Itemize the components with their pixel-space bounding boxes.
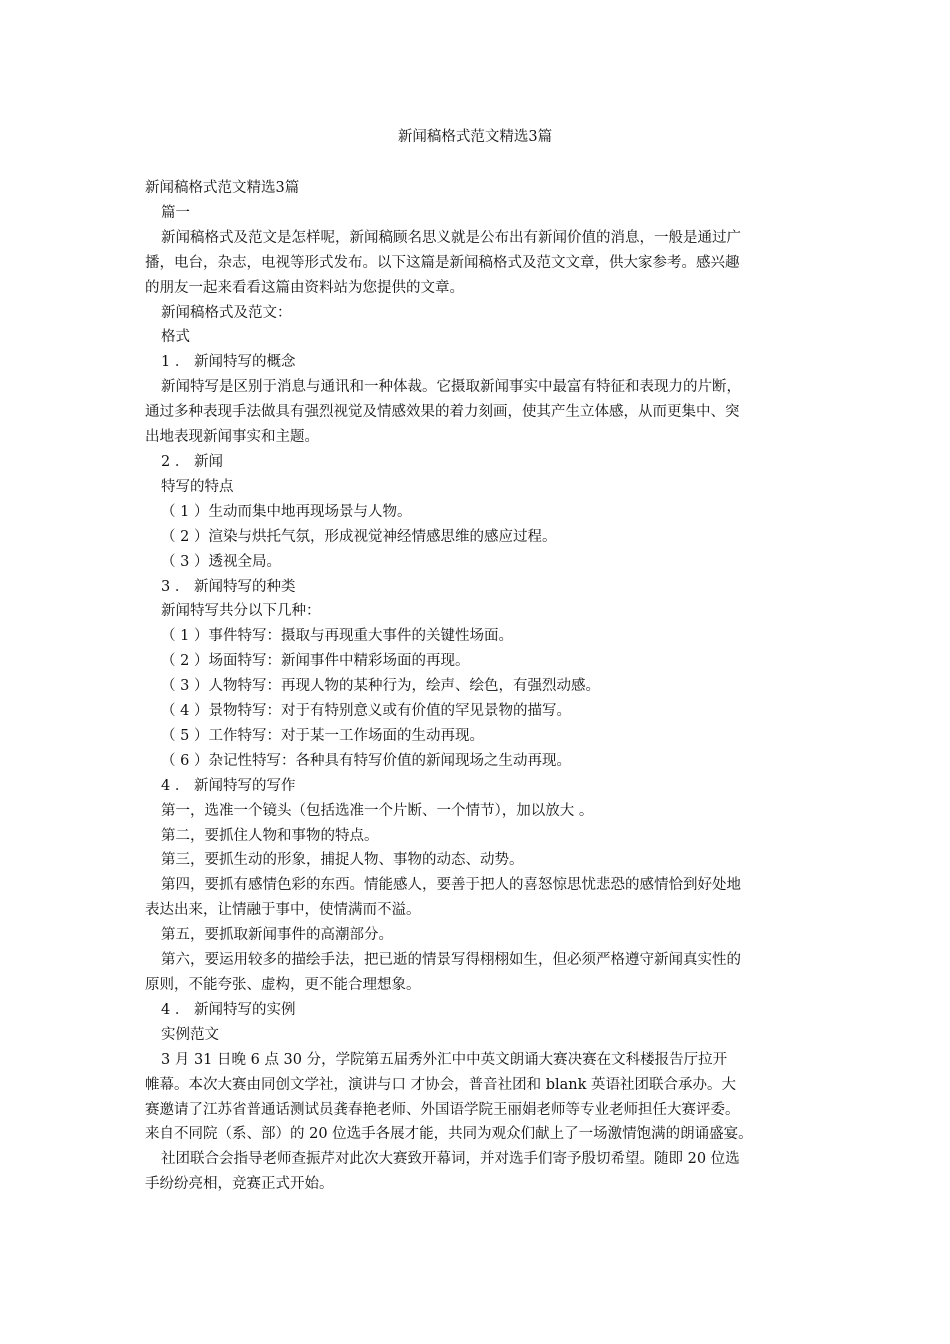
text-line: 第六，要运用较多的描绘手法，把已逝的情景写得栩栩如生，但必须严格遵守新闻真实性的	[161, 952, 741, 969]
text-line: 社团联合会指导老师查振芹对此次大赛致开幕词，并对选手们寄予殷切希望。随即 20 位选	[161, 1151, 740, 1168]
text-line: 新闻稿格式及范文：	[161, 304, 292, 321]
text-line: （ 1 ）事件特写：摄取与再现重大事件的关键性场面。	[161, 628, 513, 645]
text-line: 4 ． 新闻特写的写作	[161, 777, 296, 794]
text-line: 新闻稿格式范文精选3篇	[145, 180, 300, 196]
document-body	[145, 176, 805, 1197]
text-line: 3 ． 新闻特写的种类	[161, 578, 296, 595]
text-line: 格式	[161, 329, 190, 346]
text-line: 新闻特写是区别于消息与通讯和一种体裁。它摄取新闻事实中最富有特征和表现力的片断，	[161, 379, 741, 396]
text-line: 3 月 31 日晚 6 点 30 分，学院第五届秀外汇中中英文朗诵大赛决赛在文科楼报告厅拉开	[161, 1051, 728, 1068]
text-line: 新闻稿格式及范文是怎样呢，新闻稿顾名思义就是公布出有新闻价值的消息，一般是通过广	[161, 229, 741, 246]
text-line: 出地表现新闻事实和主题。	[145, 429, 319, 446]
text-line: 2 ． 新闻	[161, 453, 223, 470]
text-line: 特写的特点	[161, 478, 234, 495]
text-line: 第一，选准一个镜头（包括选准一个片断、一个情节），加以放大 。	[161, 802, 594, 819]
text-line: （ 1 ）生动而集中地再现场景与人物。	[161, 503, 412, 520]
text-line: （ 3 ）人物特写：再现人物的某种行为，绘声、绘色，有强烈动感。	[161, 678, 600, 695]
text-line: 来自不同院（系、部）的 20 位选手各展才能，共同为观众们献上了一场激情饱满的朗诵盛宴。	[145, 1126, 753, 1143]
text-line: （ 5 ）工作特写：对于某一工作场面的生动再现。	[161, 727, 484, 744]
text-line: 原则，不能夸张、虚构，更不能合理想象。	[145, 977, 421, 993]
text-line: 帷幕。本次大赛由同创文学社，演讲与口 才协会，普音社团和 blank 英语社团联合承办。大	[145, 1076, 737, 1093]
text-line: （ 6 ）杂记性特写：各种具有特写价值的新闻现场之生动再现。	[161, 752, 571, 769]
text-line: 通过多种表现手法做具有强烈视觉及情感效果的着力刻画，使其产生立体感，从而更集中、突	[145, 404, 740, 421]
text-line: 赛邀请了江苏省普通话测试员龚春艳老师、外国语学院王丽娟老师等专业老师担任大赛评委。	[145, 1101, 740, 1118]
text-line: 播，电台，杂志，电视等形式发布。以下这篇是新闻稿格式及范文文章，供大家参考。感兴趣	[145, 254, 740, 271]
text-line: 1 ． 新闻特写的概念	[161, 354, 296, 371]
text-line: 新闻特写共分以下几种：	[161, 603, 321, 620]
text-line: （ 2 ）场面特写：新闻事件中精彩场面的再现。	[161, 653, 470, 670]
text-line: 第三，要抓生动的形象，捕捉人物、事物的动态、动势。	[161, 852, 524, 869]
text-line: （ 2 ）渲染与烘托气氛，形成视觉神经情感思维的感应过程。	[161, 528, 557, 545]
text-line: 手纷纷亮相，竞赛正式开始。	[145, 1176, 334, 1193]
text-line: 的朋友一起来看看这篇由资料站为您提供的文章。	[145, 279, 464, 296]
text-line: 第五，要抓取新闻事件的高潮部分。	[161, 927, 393, 944]
text-line: 实例范文	[161, 1026, 219, 1043]
text-line: 第二，要抓住人物和事物的特点。	[161, 827, 379, 844]
text-line: 篇一	[161, 204, 190, 221]
text-line: 表达出来，让情融于事中，使情满而不溢。	[145, 902, 421, 919]
text-line: （ 4 ）景物特写：对于有特别意义或有价值的罕见景物的描写。	[161, 703, 571, 720]
document-title: 新闻稿格式范文精选3篇	[397, 129, 553, 145]
text-line: 第四，要抓有感情色彩的东西。情能感人，要善于把人的喜怒惊思忧悲恐的感情恰到好处地	[161, 877, 741, 894]
text-line: 4 ． 新闻特写的实例	[161, 1001, 296, 1018]
text-line: （ 3 ）透视全局。	[161, 553, 281, 570]
